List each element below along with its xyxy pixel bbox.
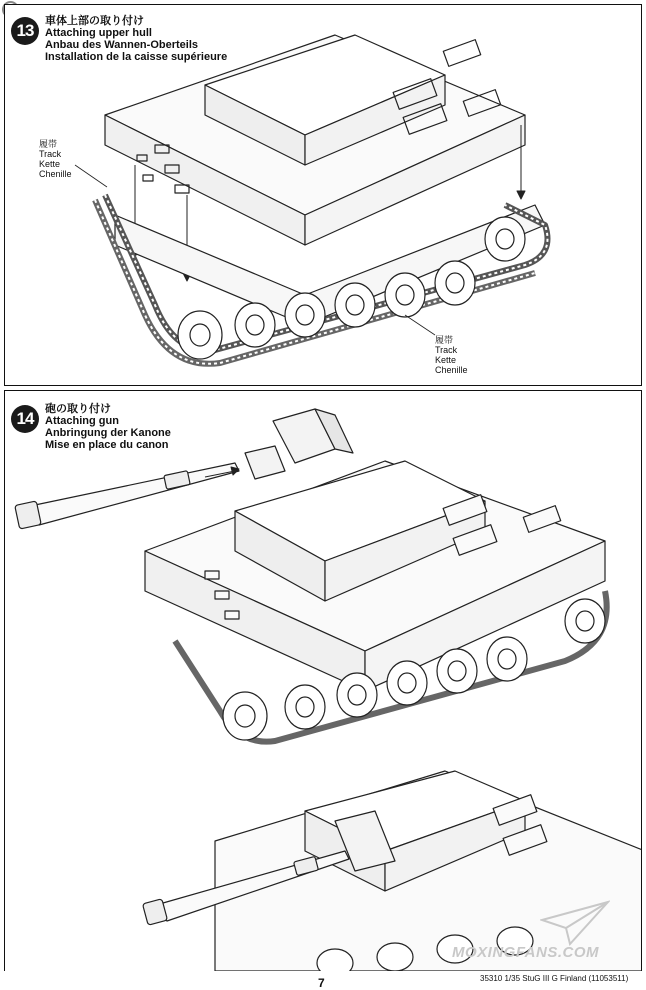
step-14-number: 14 [11, 405, 39, 433]
track-label-right-de: Kette [435, 355, 457, 365]
track-label-right-en: Track [435, 345, 458, 355]
gun-mantlet-drawing [245, 409, 353, 479]
upper-hull-drawing [105, 35, 525, 245]
moxingfans-watermark: MOXINGFANS.COM [452, 944, 600, 961]
step-13-panel [4, 4, 642, 386]
track-label-left-fr: Chenille [39, 169, 72, 179]
step-13-title-de: Anbau des Wannen-Oberteils [45, 39, 199, 51]
step-13-title-jp: 車体上部の取り付け [45, 15, 144, 27]
step-13-diagram [5, 5, 641, 385]
step-13-number: 13 [11, 17, 39, 45]
step-14-title-jp: 砲の取り付け [45, 403, 111, 415]
moxingfans-paper-plane-icon [540, 900, 610, 946]
track-label-right-jp: 履帯 [435, 335, 454, 345]
step-14-diagram [5, 391, 641, 971]
assembled-hull-drawing [145, 461, 605, 691]
track-label-left-de: Kette [39, 159, 61, 169]
track-label-left-en: Track [39, 149, 62, 159]
page-number: 7 [318, 976, 325, 990]
gun-barrel-drawing [15, 463, 239, 529]
step-14-title-de: Anbringung der Kanone [45, 427, 171, 439]
step-13-title-en: Attaching upper hull [45, 27, 152, 39]
step-14-title-fr: Mise en place du canon [45, 439, 169, 451]
track-label-left-jp: 履帯 [39, 139, 58, 149]
step-13-title-fr: Installation de la caisse supérieure [45, 51, 228, 63]
step-14-panel [4, 390, 642, 971]
step-14-title-en: Attaching gun [45, 415, 119, 427]
footer-product-code: 35310 1/35 StuG III G Finland (11053511) [480, 974, 629, 983]
track-label-right-fr: Chenille [435, 365, 468, 375]
